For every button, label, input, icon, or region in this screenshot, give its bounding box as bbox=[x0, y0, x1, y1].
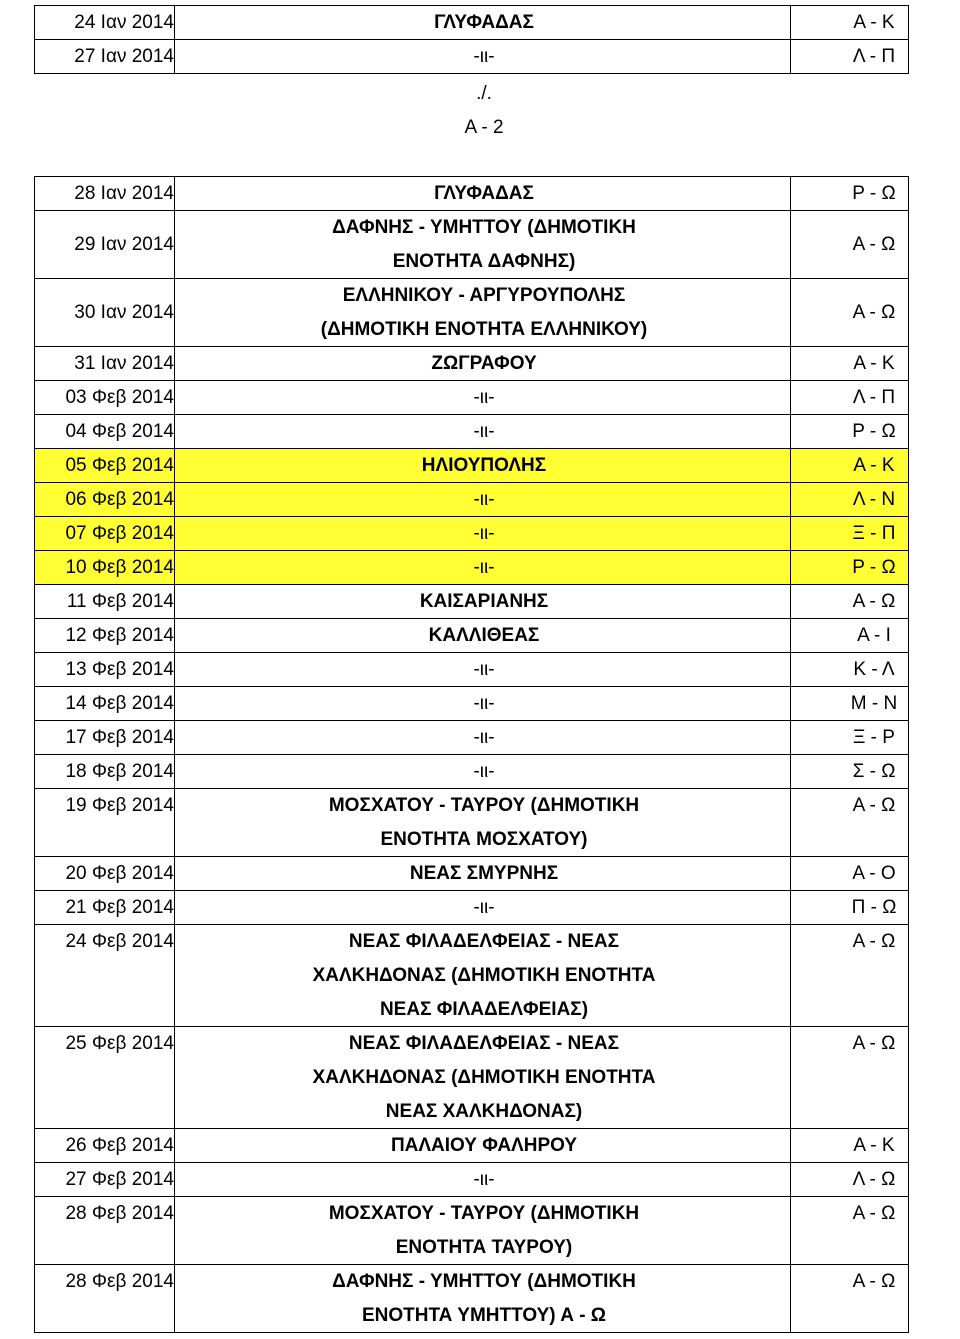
row-date: 28 Φεβ 2014 bbox=[65, 1271, 174, 1292]
row-date: 07 Φεβ 2014 bbox=[65, 523, 174, 544]
row-letter-range: Λ - Ν bbox=[852, 489, 896, 510]
row-divider bbox=[34, 1332, 908, 1333]
row-place: -ιι- bbox=[473, 387, 495, 408]
column-divider bbox=[34, 176, 35, 1333]
row-letter-range: Α - Ω bbox=[852, 1033, 896, 1054]
row-place: ΝΕΑΣ ΦΙΛΑΔΕΛΦΕΙΑΣ) bbox=[379, 999, 589, 1020]
row-letter-range: Ρ - Ω bbox=[852, 421, 896, 442]
row-date: 06 Φεβ 2014 bbox=[65, 489, 174, 510]
row-place: ΔΑΦΝΗΣ - ΥΜΗΤΤΟΥ (ΔΗΜΟΤΙΚΗ bbox=[332, 217, 636, 238]
row-letter-range: Ξ - Ρ bbox=[853, 727, 895, 748]
row-place: ΕΝΟΤΗΤΑ ΜΟΣΧΑΤΟΥ) bbox=[380, 829, 588, 850]
row-letter-range: Α - Ω bbox=[852, 1203, 896, 1224]
row-date: 25 Φεβ 2014 bbox=[65, 1033, 174, 1054]
row-date: 10 Φεβ 2014 bbox=[65, 557, 174, 578]
row-place: ΗΛΙΟΥΠΟΛΗΣ bbox=[421, 455, 547, 476]
row-place: ΠΑΛΑΙΟΥ ΦΑΛΗΡΟΥ bbox=[390, 1135, 578, 1156]
row-letter-range: Α - Ι bbox=[857, 625, 891, 646]
row-letter-range: Α - Ω bbox=[852, 234, 896, 255]
row-place: -ιι- bbox=[473, 727, 495, 748]
row-place: -ιι- bbox=[473, 489, 495, 510]
row-place: -ιι- bbox=[473, 659, 495, 680]
row-divider bbox=[34, 73, 908, 74]
row-date: 20 Φεβ 2014 bbox=[65, 863, 174, 884]
row-place: (ΔΗΜΟΤΙΚΗ ΕΝΟΤΗΤΑ ΕΛΛΗΝΙΚΟΥ) bbox=[320, 319, 648, 340]
row-letter-range: Σ - Ω bbox=[852, 761, 896, 782]
row-date: 27 Φεβ 2014 bbox=[65, 1169, 174, 1190]
row-place: ΕΝΟΤΗΤΑ ΥΜΗΤΤΟΥ) Α - Ω bbox=[361, 1305, 607, 1326]
row-letter-range: Λ - Π bbox=[852, 46, 896, 67]
row-letter-range: Λ - Π bbox=[852, 387, 896, 408]
page-marker: ./. bbox=[476, 83, 492, 104]
row-date: 30 Ιαν 2014 bbox=[74, 302, 174, 323]
row-place: -ιι- bbox=[473, 761, 495, 782]
column-divider bbox=[908, 5, 909, 74]
row-date: 24 Ιαν 2014 bbox=[74, 12, 174, 33]
row-date: 31 Ιαν 2014 bbox=[74, 353, 174, 374]
row-date: 05 Φεβ 2014 bbox=[65, 455, 174, 476]
row-place: ΓΛΥΦΑΔΑΣ bbox=[434, 183, 534, 204]
row-place: ΧΑΛΚΗΔΟΝΑΣ (ΔΗΜΟΤΙΚΗ ΕΝΟΤΗΤΑ bbox=[312, 1067, 656, 1088]
row-place: ΓΛΥΦΑΔΑΣ bbox=[434, 12, 534, 33]
row-place: ΕΝΟΤΗΤΑ ΔΑΦΝΗΣ) bbox=[392, 251, 576, 272]
row-letter-range: Α - Ο bbox=[852, 863, 896, 884]
row-date: 28 Ιαν 2014 bbox=[74, 183, 174, 204]
row-date: 14 Φεβ 2014 bbox=[65, 693, 174, 714]
row-place: ΜΟΣΧΑΤΟΥ - ΤΑΥΡΟΥ (ΔΗΜΟΤΙΚΗ bbox=[328, 1203, 640, 1224]
row-letter-range: Α - Κ bbox=[853, 1135, 895, 1156]
row-letter-range: Α - Ω bbox=[852, 795, 896, 816]
column-divider bbox=[34, 5, 35, 74]
row-place: ΝΕΑΣ ΧΑΛΚΗΔΟΝΑΣ) bbox=[385, 1101, 583, 1122]
column-divider bbox=[790, 5, 791, 74]
row-date: 27 Ιαν 2014 bbox=[74, 46, 174, 67]
row-place: -ιι- bbox=[473, 1169, 495, 1190]
row-place: ΚΑΛΛΙΘΕΑΣ bbox=[428, 625, 540, 646]
row-date: 26 Φεβ 2014 bbox=[65, 1135, 174, 1156]
section-label: Α - 2 bbox=[464, 117, 504, 138]
row-letter-range: Α - Κ bbox=[853, 12, 895, 33]
row-place: -ιι- bbox=[473, 523, 495, 544]
row-date: 18 Φεβ 2014 bbox=[65, 761, 174, 782]
row-letter-range: Ρ - Ω bbox=[852, 183, 896, 204]
row-letter-range: Α - Ω bbox=[852, 591, 896, 612]
row-place: ΝΕΑΣ ΣΜΥΡΝΗΣ bbox=[409, 863, 559, 884]
row-date: 29 Ιαν 2014 bbox=[74, 234, 174, 255]
row-place: ΝΕΑΣ ΦΙΛΑΔΕΛΦΕΙΑΣ - ΝΕΑΣ bbox=[348, 1033, 620, 1054]
row-date: 21 Φεβ 2014 bbox=[65, 897, 174, 918]
row-letter-range: Α - Ω bbox=[852, 931, 896, 952]
row-place: ΚΑΙΣΑΡΙΑΝΗΣ bbox=[419, 591, 549, 612]
row-place: ΔΑΦΝΗΣ - ΥΜΗΤΤΟΥ (ΔΗΜΟΤΙΚΗ bbox=[332, 1271, 636, 1292]
row-date: 11 Φεβ 2014 bbox=[66, 591, 174, 612]
row-date: 03 Φεβ 2014 bbox=[65, 387, 174, 408]
row-letter-range: Μ - Ν bbox=[850, 693, 898, 714]
column-divider bbox=[908, 176, 909, 1333]
row-place: ΕΝΟΤΗΤΑ ΤΑΥΡΟΥ) bbox=[395, 1237, 573, 1258]
row-place: -ιι- bbox=[473, 421, 495, 442]
row-date: 24 Φεβ 2014 bbox=[65, 931, 174, 952]
row-letter-range: Α - Ω bbox=[852, 1271, 896, 1292]
row-place: ΧΑΛΚΗΔΟΝΑΣ (ΔΗΜΟΤΙΚΗ ΕΝΟΤΗΤΑ bbox=[312, 965, 656, 986]
row-letter-range: Α - Κ bbox=[853, 353, 895, 374]
row-date: 17 Φεβ 2014 bbox=[65, 727, 174, 748]
column-divider bbox=[790, 176, 791, 1333]
row-letter-range: Α - Ω bbox=[852, 302, 896, 323]
row-letter-range: Κ - Λ bbox=[853, 659, 895, 680]
row-letter-range: Ρ - Ω bbox=[852, 557, 896, 578]
row-date: 04 Φεβ 2014 bbox=[65, 421, 174, 442]
row-place: -ιι- bbox=[473, 897, 495, 918]
row-place: -ιι- bbox=[473, 693, 495, 714]
row-date: 28 Φεβ 2014 bbox=[65, 1203, 174, 1224]
column-divider bbox=[174, 5, 175, 74]
column-divider bbox=[174, 176, 175, 1333]
row-place: ΜΟΣΧΑΤΟΥ - ΤΑΥΡΟΥ (ΔΗΜΟΤΙΚΗ bbox=[328, 795, 640, 816]
row-letter-range: Λ - Ω bbox=[852, 1169, 896, 1190]
row-place: ΕΛΛΗΝΙΚΟΥ - ΑΡΓΥΡΟΥΠΟΛΗΣ bbox=[342, 285, 626, 306]
row-letter-range: Ξ - Π bbox=[852, 523, 896, 544]
row-letter-range: Α - Κ bbox=[853, 455, 895, 476]
row-letter-range: Π - Ω bbox=[851, 897, 897, 918]
row-date: 19 Φεβ 2014 bbox=[65, 795, 174, 816]
row-place: ΖΩΓΡΑΦΟΥ bbox=[431, 353, 537, 374]
row-date: 13 Φεβ 2014 bbox=[65, 659, 174, 680]
row-date: 12 Φεβ 2014 bbox=[65, 625, 174, 646]
row-place: -ιι- bbox=[473, 557, 495, 578]
row-place: -ιι- bbox=[473, 46, 495, 67]
row-place: ΝΕΑΣ ΦΙΛΑΔΕΛΦΕΙΑΣ - ΝΕΑΣ bbox=[348, 931, 620, 952]
